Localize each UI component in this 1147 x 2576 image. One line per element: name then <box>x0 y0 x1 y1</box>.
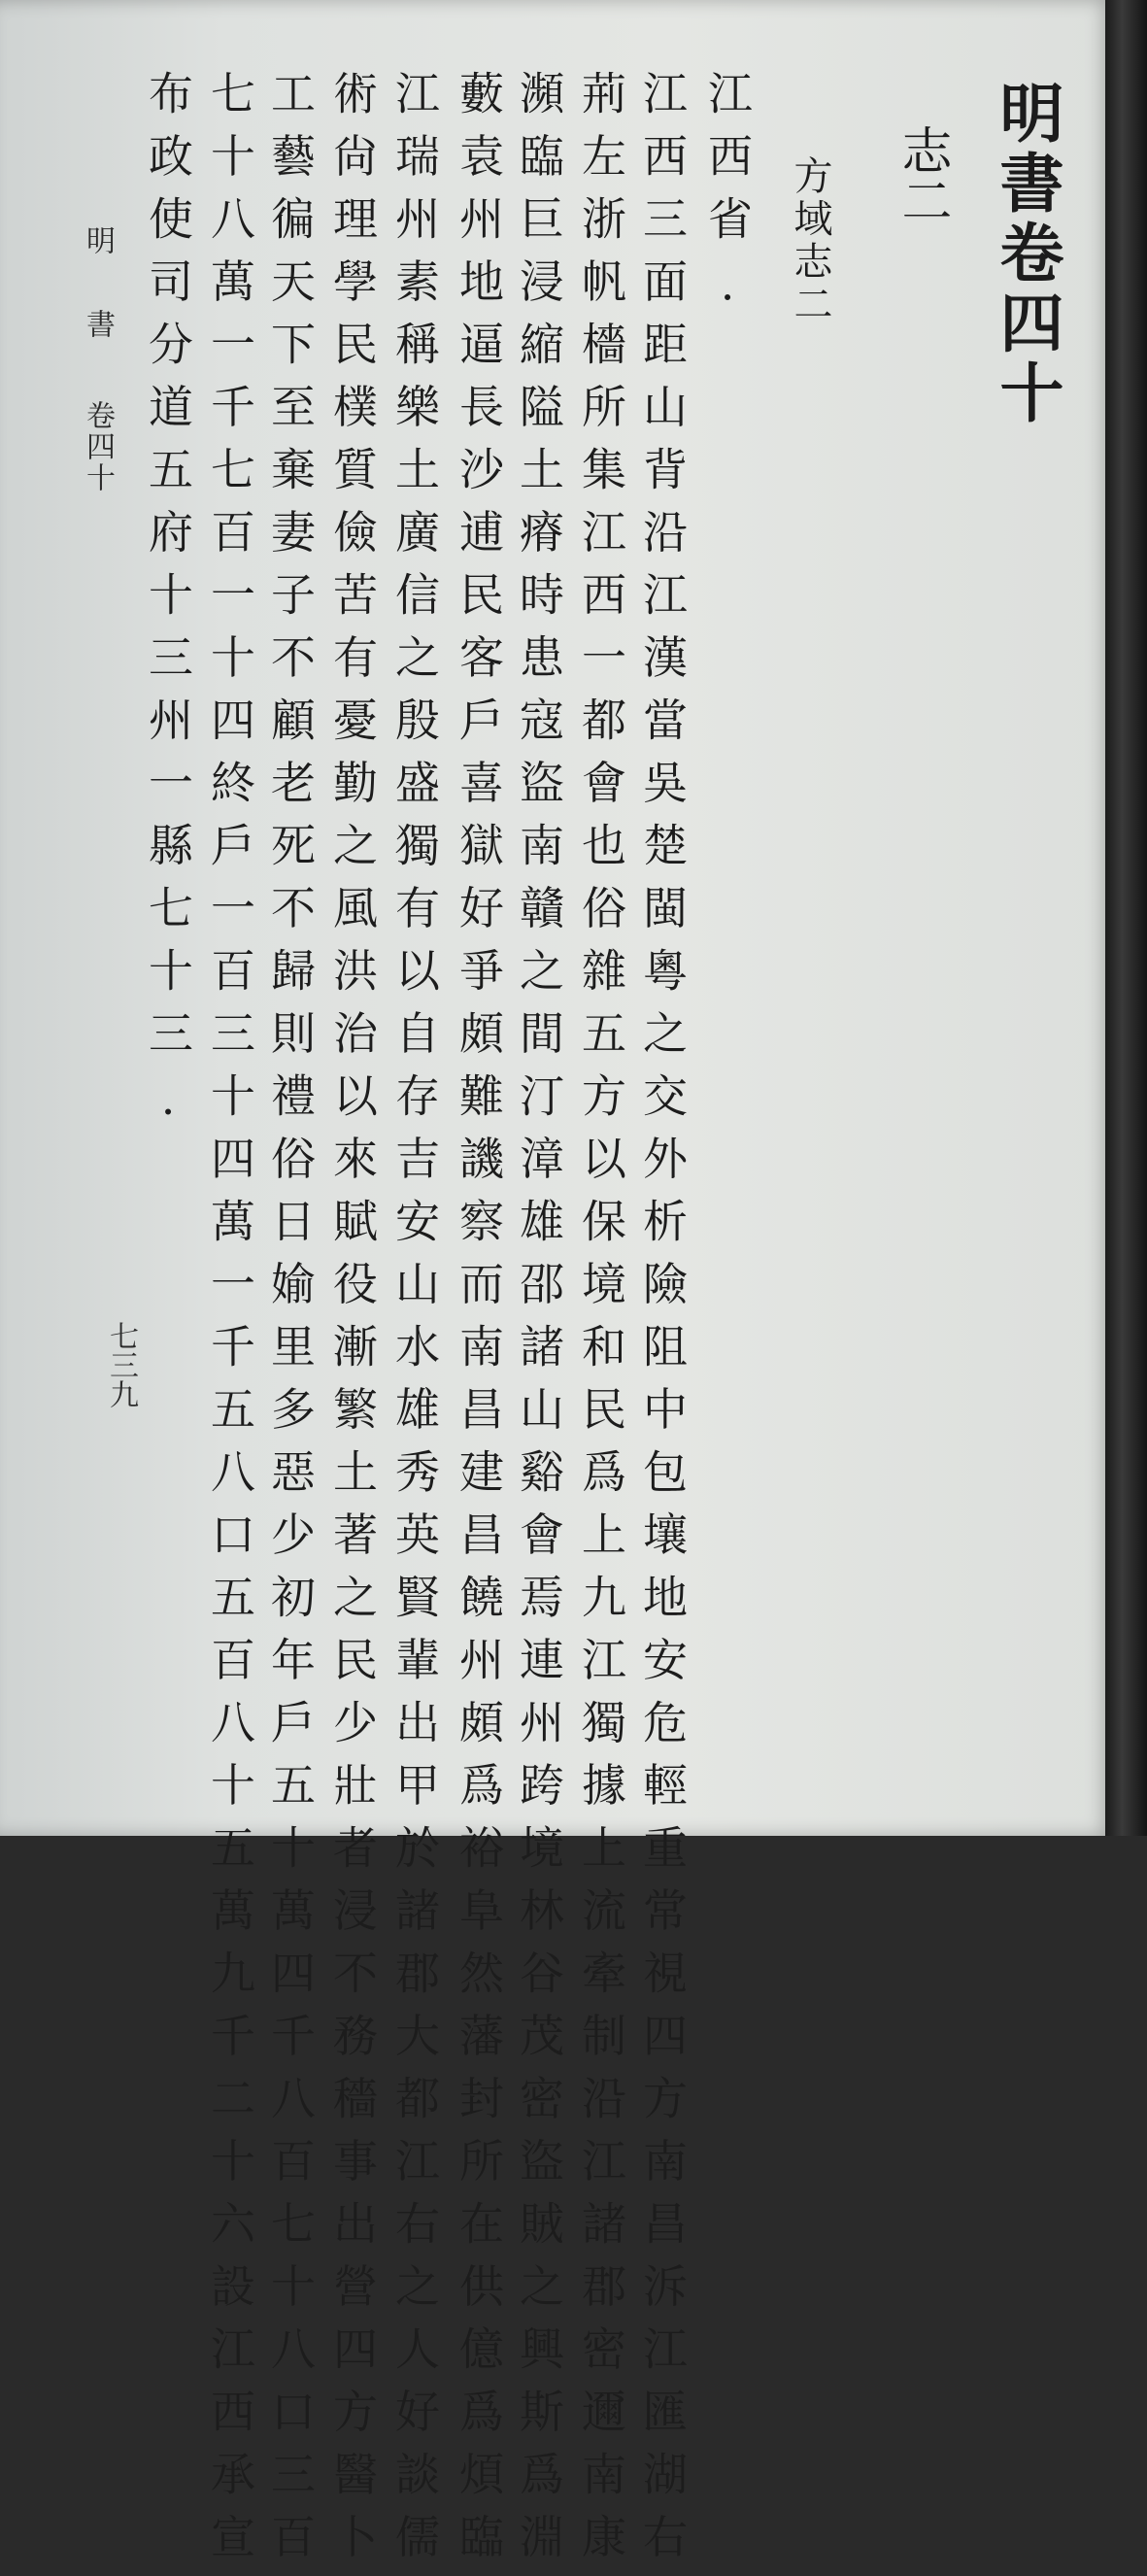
section-heading: 方域志二 <box>788 155 832 326</box>
body-column: 荊左浙帆檣所集江西一都會也俗雜五方以保境和民爲上九江獨據上流牽制沿江諸郡密邇南康 <box>575 70 627 2576</box>
body-column: 江西省. <box>701 70 754 328</box>
page-number: 七三九 <box>104 1321 138 1408</box>
margin-book-name: 書 <box>81 309 115 338</box>
treatise-heading: 志二 <box>893 124 951 225</box>
body-column: 瀕臨巨浸縮隘土瘠時患寇盜南贛之間汀漳雄邵諸山谿會焉連州跨境林谷茂密盜賊之興斯爲淵 <box>513 70 565 2576</box>
body-column: 工藝徧天下至棄妻子不顧老死不歸則禮俗日媮里多惡少初年戶五十萬四千八百七十八口三百 <box>264 70 317 2576</box>
body-column: 江瑞州素稱樂土廣信之殷盛獨有以自存吉安山水雄秀英賢輩出甲於諸郡大都江右之人好談儒 <box>388 70 441 2576</box>
book-gutter <box>1105 0 1147 1836</box>
margin-book-name: 明 <box>81 225 115 254</box>
body-column: 布政使司分道五府十三州一縣七十三. <box>142 70 194 1143</box>
body-column: 藪袁州地逼長沙逋民客戶喜獄好爭頗難譏察而南昌建昌饒州頗爲裕阜然藩封所在供億爲煩臨 <box>453 70 505 2576</box>
book-title: 明書卷四十 <box>989 80 1064 429</box>
body-column: 江西三面距山背沿江漢當吳楚閩粵之交外析險阻中包壤地安危輕重常視四方南昌泝江匯湖右 <box>636 70 689 2576</box>
margin-volume: 卷四十 <box>81 400 115 493</box>
body-column: 七十八萬一千七百一十四終戶一百三十四萬一千五八口五百八十五萬九千二十六設江西承宣 <box>204 70 256 2576</box>
body-column: 術尙理學民樸質儉苦有憂勤之風洪治以來賦役漸繁土著之民少壯者浸不務穡事出營四方醫卜 <box>326 70 379 2576</box>
